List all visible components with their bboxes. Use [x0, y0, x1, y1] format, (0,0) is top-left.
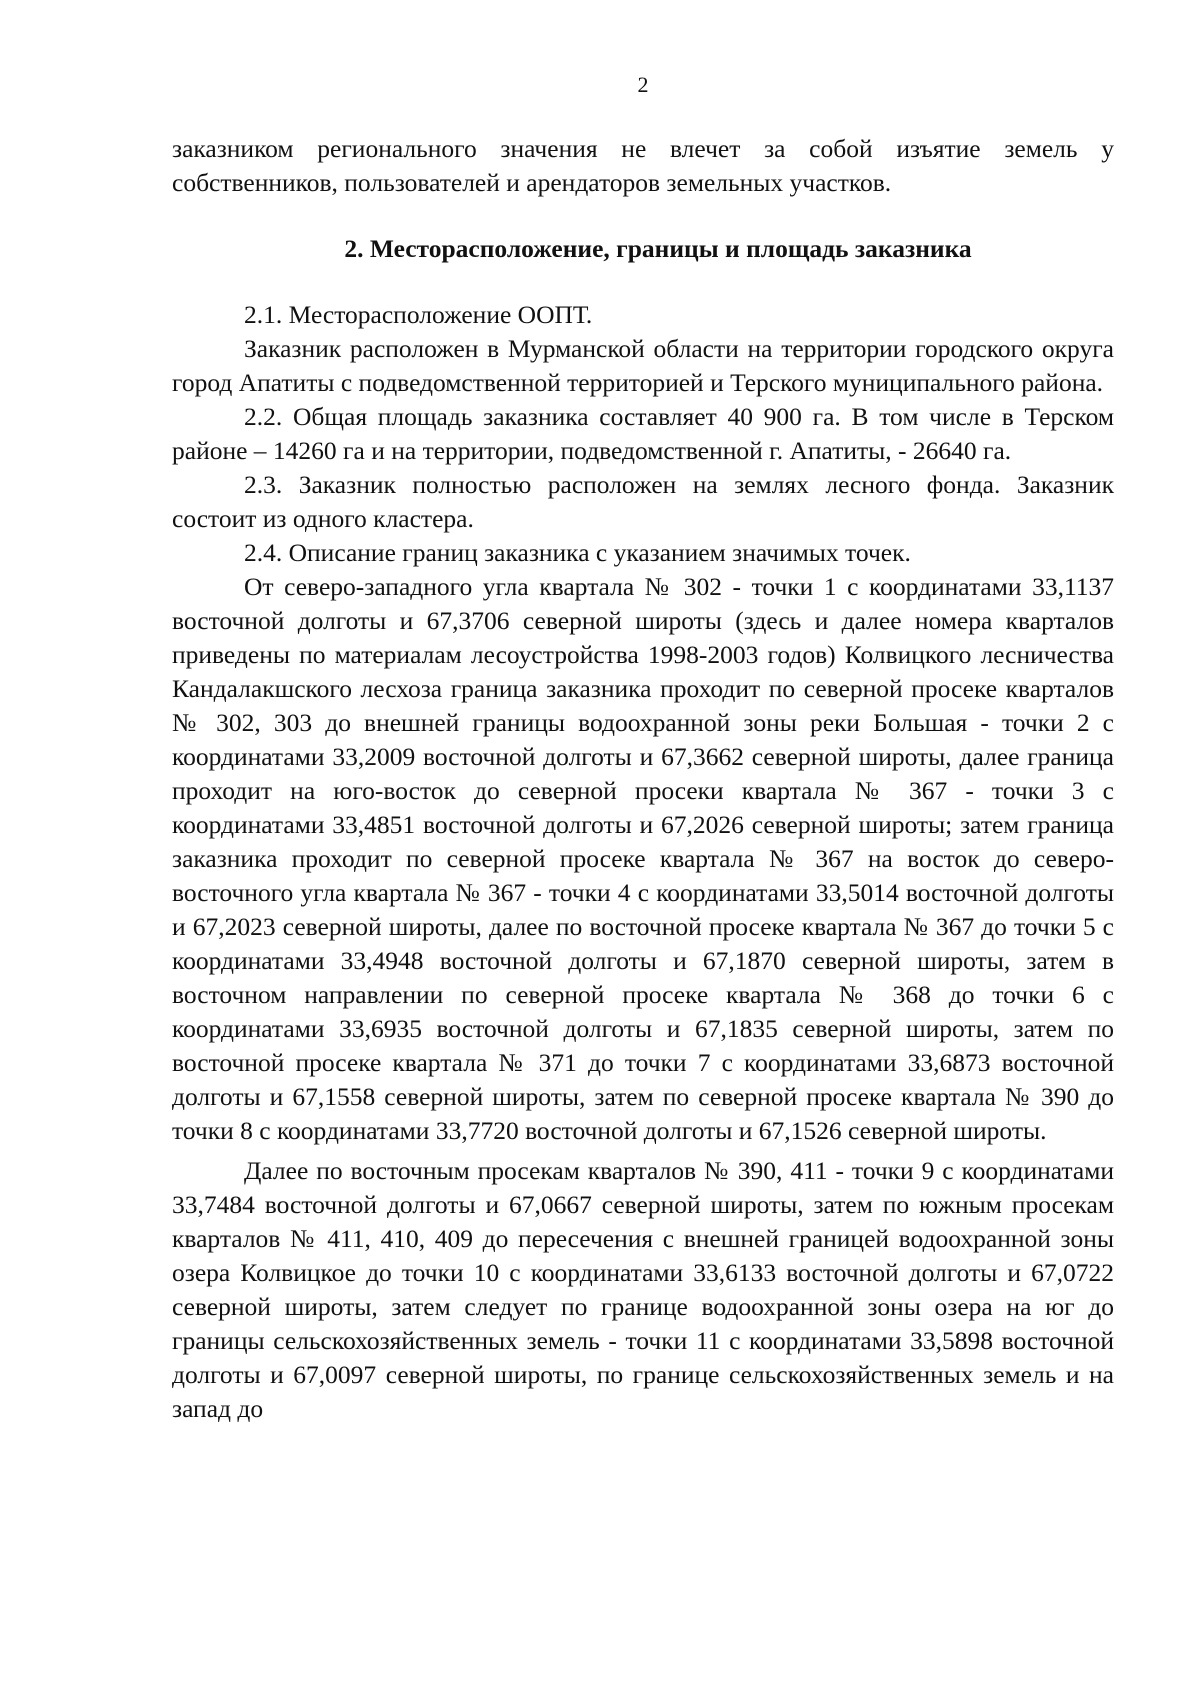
document-page	[172, 70, 1114, 1426]
paragraph-2-4: 2.4. Описание границ заказника с указанием значимых точек.	[244, 538, 911, 567]
paragraph-boundary-description: От северо-западного угла квартала № 302 - точки 1 с координатами 33,1137 восточной долготы и 67,3706 северной широты (здесь и далее номера кварталов приведены по материалам лесоустройства 1998-2003 годов) Колвицкого лесничества Кандалакшского лесхоза граница заказника проходит по северной просеке кварталов № 302, 303 до внешней границы водоохранной зоны реки Большая - точки 2 с координатами 33,2009 восточной долготы и 67,3662 северной широты, далее граница проходит на юго-восток до северной просеки квартала № 367 - точки 3 с координатами 33,4851 восточной долготы и 67,2026 северной широты; затем граница заказника проходит по северной просеке квартала № 367 на восток до северо-восточного угла квартала № 367 - точки 4 с координатами 33,5014 восточной долготы и 67,2023 северной широты, далее по восточной просеке квартала № 367 до точки 5 с координатами 33,4948 восточной долготы и 67,1870 северной широты, затем в восточном направлении по северной просеке квартала № 368 до точки 6 с координатами 33,6935 восточной долготы и 67,1835 северной широты, затем по восточной просеке квартала № 371 до точки 7 с координатами 33,6873 восточной долготы и 67,1558 северной широты, затем по северной просеке квартала № 390 до точки 8 с координатами 33,7720 восточной долготы и 67,1526 северной широты.	[172, 572, 1114, 1145]
section-heading: 2. Месторасположение, границы и площадь заказника	[344, 234, 972, 263]
page-number: 2	[637, 72, 649, 97]
paragraph-boundary-continued: Далее по восточным просекам кварталов № 390, 411 - точки 9 с координатами 33,7484 восточной долготы и 67,0667 северной широты, затем по южным просекам кварталов № 411, 410, 409 до пересечения с внешней границей водоохранной зоны озера Колвицкое до точки 10 с координатами 33,6133 восточной долготы и 67,0722 северной широты, затем следует по границе водоохранной зоны озера на юг до границы сельскохозяйственных земель - точки 11 с координатами 33,5898 восточной долготы и 67,0097 северной широты, по границе сельскохозяйственных земель и на запад до	[172, 1156, 1114, 1423]
paragraph-2-2: 2.2. Общая площадь заказника составляет 40 900 га. В том числе в Терском районе – 14260 га и на территории, подведомственной г. Апатиты, - 26640 га.	[172, 402, 1114, 465]
paragraph-location: Заказник расположен в Мурманской области на территории городского округа город Апатиты с подведомственной территорией и Терского муниципального района.	[172, 334, 1114, 397]
paragraph-2-3: 2.3. Заказник полностью расположен на землях лесного фонда. Заказник состоит из одного кластера.	[172, 470, 1114, 533]
paragraph-2-1: 2.1. Месторасположение ООПТ.	[244, 300, 593, 329]
intro-paragraph: заказником регионального значения не влечет за собой изъятие земель у собственников, пользователей и арендаторов земельных участков.	[172, 134, 1114, 197]
